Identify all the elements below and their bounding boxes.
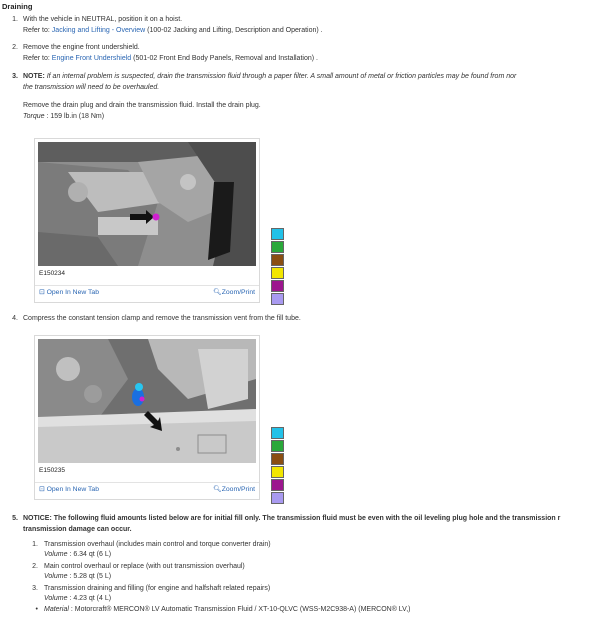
figure-2-id: E150235 xyxy=(39,467,66,474)
volume-2-value xyxy=(44,573,111,580)
swatch-yellow xyxy=(271,466,284,478)
volume-3-number: 3. xyxy=(32,585,38,592)
swatch-yellow xyxy=(271,267,284,279)
figure-1-open-new-tab[interactable] xyxy=(39,288,99,296)
swatch-green xyxy=(271,440,284,452)
figure-1-open-label: Open In New Tab xyxy=(46,289,99,296)
step-4-number: 4. xyxy=(12,315,18,322)
step-3-note-line2: the transmission will need to be overhauled. xyxy=(23,84,160,91)
figure-2-zoom-print[interactable] xyxy=(213,485,255,493)
torque-value: : 159 lb.in (18 Nm) xyxy=(44,113,105,120)
engine-undershield-link[interactable]: Engine Front Undershield xyxy=(51,55,132,62)
volume-1-number: 1. xyxy=(32,541,38,548)
transmission-drain-plug-illustration xyxy=(38,142,256,266)
figure-2-toolbar xyxy=(35,482,259,496)
figure-1-zoom-label: Zoom/Print xyxy=(221,289,255,296)
volume-amount: : 6.34 qt (6 L) xyxy=(67,551,112,558)
figure-2 xyxy=(34,335,260,500)
zoom-icon: 🔍︎ xyxy=(213,486,222,493)
step-5-notice: NOTICE: The following fluid amounts listed below are for initial fill only. The transmission fluid must be even with the oil leveling plug hole and the transmission r xyxy=(23,515,561,522)
volume-3-text: Transmission draining and filling (for engine and halfshaft related repairs) xyxy=(44,585,271,592)
material-text xyxy=(44,606,410,613)
figure-2-drawing xyxy=(38,339,256,463)
open-tab-icon: ⊡ xyxy=(39,486,45,493)
swatch-brown xyxy=(271,254,284,266)
volume-amount: : 4.23 qt (4 L) xyxy=(67,595,112,602)
volume-2-text: Main control overhaul or replace (with out transmission overhaul) xyxy=(44,563,245,570)
swatch-lavender xyxy=(271,492,284,504)
page-title: Draining xyxy=(2,2,33,11)
material-bullet: • xyxy=(35,606,38,613)
swatch-cyan xyxy=(271,427,284,439)
step-4-text: Compress the constant tension clamp and remove the transmission vent from the fill tube. xyxy=(23,315,301,322)
step-5-notice-line2: transmission damage can occur. xyxy=(23,526,132,533)
swatch-cyan xyxy=(271,228,284,240)
step-3-note xyxy=(23,73,516,80)
note-text: If an internal problem is suspected, drain the transmission fluid through a paper filter. A small amount of metal or friction particles may be found from nor xyxy=(44,73,517,80)
refer-suffix: (100-02 Jacking and Lifting, Description and Operation) . xyxy=(145,27,323,34)
color-swatches-1 xyxy=(271,228,284,306)
step-1-text: With the vehicle in NEUTRAL, position it on a hoist. xyxy=(23,16,183,23)
figure-1-id: E150234 xyxy=(39,270,66,277)
figure-2-open-label: Open In New Tab xyxy=(46,486,99,493)
step-2-text: Remove the engine front undershield. xyxy=(23,44,140,51)
refer-prefix: Refer to: xyxy=(23,55,52,62)
volume-label: Volume xyxy=(44,573,68,580)
step-3-instruction: Remove the drain plug and drain the transmission fluid. Install the drain plug. xyxy=(23,102,261,109)
swatch-lavender xyxy=(271,293,284,305)
jacking-lifting-link[interactable]: Jacking and Lifting - Overview xyxy=(51,27,146,34)
torque-label: Torque xyxy=(23,113,45,120)
figure-1-drawing xyxy=(38,142,256,266)
refer-prefix: Refer to: xyxy=(23,27,52,34)
step-3-torque xyxy=(23,113,104,120)
figure-2-zoom-label: Zoom/Print xyxy=(221,486,255,493)
step-5-number: 5. xyxy=(12,515,18,522)
figure-1-toolbar xyxy=(35,285,259,299)
zoom-icon: 🔍︎ xyxy=(213,289,222,296)
volume-1-text: Transmission overhaul (includes main control and torque converter drain) xyxy=(44,541,271,548)
color-swatches-2 xyxy=(271,427,284,505)
volume-amount: : 5.28 qt (5 L) xyxy=(67,573,112,580)
swatch-green xyxy=(271,241,284,253)
step-2-refer xyxy=(23,55,318,62)
step-2-number: 2. xyxy=(12,44,18,51)
material-label: Material xyxy=(44,606,69,613)
volume-label: Volume xyxy=(44,595,68,602)
step-1-refer xyxy=(23,27,323,34)
figure-1-zoom-print[interactable] xyxy=(213,288,255,296)
figure-2-open-new-tab[interactable] xyxy=(39,485,99,493)
volume-3-value xyxy=(44,595,111,602)
transmission-vent-illustration xyxy=(38,339,256,463)
step-3-number: 3. xyxy=(12,73,18,80)
refer-suffix: (501-02 Front End Body Panels, Removal and Installation) . xyxy=(131,55,318,62)
volume-label: Volume xyxy=(44,551,68,558)
open-tab-icon: ⊡ xyxy=(39,289,45,296)
swatch-purple xyxy=(271,280,284,292)
step-1-number: 1. xyxy=(12,16,18,23)
note-label: NOTE: xyxy=(23,73,45,80)
volume-2-number: 2. xyxy=(32,563,38,570)
volume-1-value xyxy=(44,551,111,558)
swatch-purple xyxy=(271,479,284,491)
material-value: : Motorcraft® MERCON® LV Automatic Transmission Fluid / XT-10-QLVC (WSS-M2C938-A) (MERCON® LV,) xyxy=(68,606,411,613)
figure-1 xyxy=(34,138,260,303)
swatch-brown xyxy=(271,453,284,465)
